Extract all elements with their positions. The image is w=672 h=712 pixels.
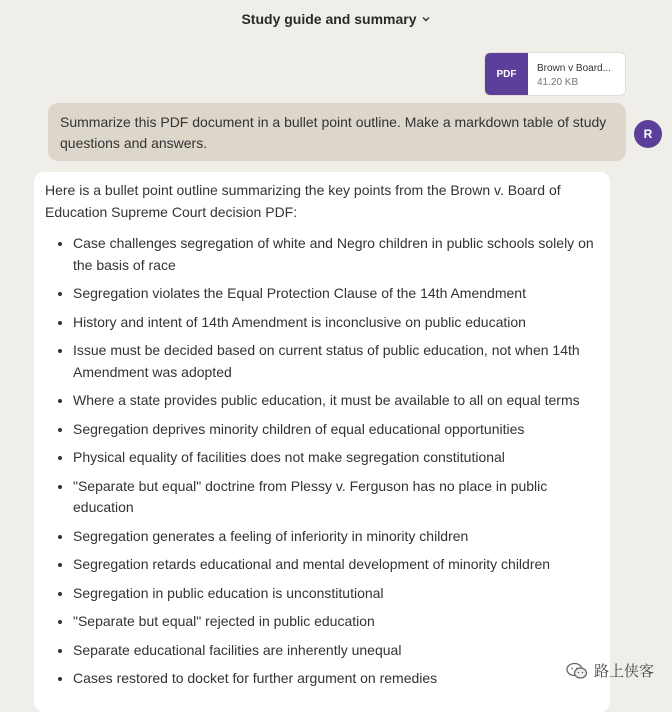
chat-title: Study guide and summary <box>241 11 417 27</box>
watermark <box>566 660 654 681</box>
pdf-file-icon: PDF <box>485 53 528 95</box>
list-item: • "Separate but equal" doctrine from Plessy v. Ferguson has no place in public education <box>73 476 599 519</box>
user-avatar[interactable]: R <box>634 120 662 148</box>
pdf-attachment-card[interactable] <box>484 52 626 96</box>
wechat-icon <box>566 662 588 680</box>
attachment-info <box>528 53 611 95</box>
summary-bullet-list <box>45 233 599 690</box>
chat-header <box>0 0 672 38</box>
list-item: • Segregation violates the Equal Protection Clause of the 14th Amendment <box>73 283 599 305</box>
list-item: • Issue must be decided based on current status of public education, not when 14th Amendment was adopted <box>73 340 599 383</box>
watermark-text: 路上侠客 <box>593 663 654 680</box>
list-item: • Segregation in public education is unconstitutional <box>73 583 599 605</box>
chat-title-dropdown[interactable] <box>241 11 430 27</box>
attachment-file-size: 41.20 KB <box>537 77 579 88</box>
user-message-text: Summarize this PDF document in a bullet point outline. Make a markdown table of study questions and answers. <box>60 114 607 151</box>
list-item: • Cases restored to docket for further argument on remedies <box>73 668 599 690</box>
list-item: • Segregation retards educational and mental development of minority children <box>73 554 599 576</box>
attachment-file-name: Brown v Board... <box>537 63 611 74</box>
assistant-intro-text: Here is a bullet point outline summarizing the key points from the Brown v. Board of Education Supreme Court decision PDF: <box>45 182 561 220</box>
list-item: • Case challenges segregation of white and Negro children in public schools solely on the basis of race <box>73 233 599 276</box>
chevron-down-icon <box>421 14 431 24</box>
list-item: • Where a state provides public education, it must be available to all on equal terms <box>73 390 599 412</box>
list-item: • History and intent of 14th Amendment is inconclusive on public education <box>73 312 599 334</box>
assistant-message-bubble <box>34 172 610 712</box>
list-item: • Separate educational facilities are inherently unequal <box>73 640 599 662</box>
list-item: • Segregation generates a feeling of inferiority in minority children <box>73 526 599 548</box>
list-item: • "Separate but equal" rejected in public education <box>73 611 599 633</box>
list-item: • Physical equality of facilities does not make segregation constitutional <box>73 447 599 469</box>
user-message-bubble <box>48 103 626 161</box>
list-item: • Segregation deprives minority children of equal educational opportunities <box>73 419 599 441</box>
